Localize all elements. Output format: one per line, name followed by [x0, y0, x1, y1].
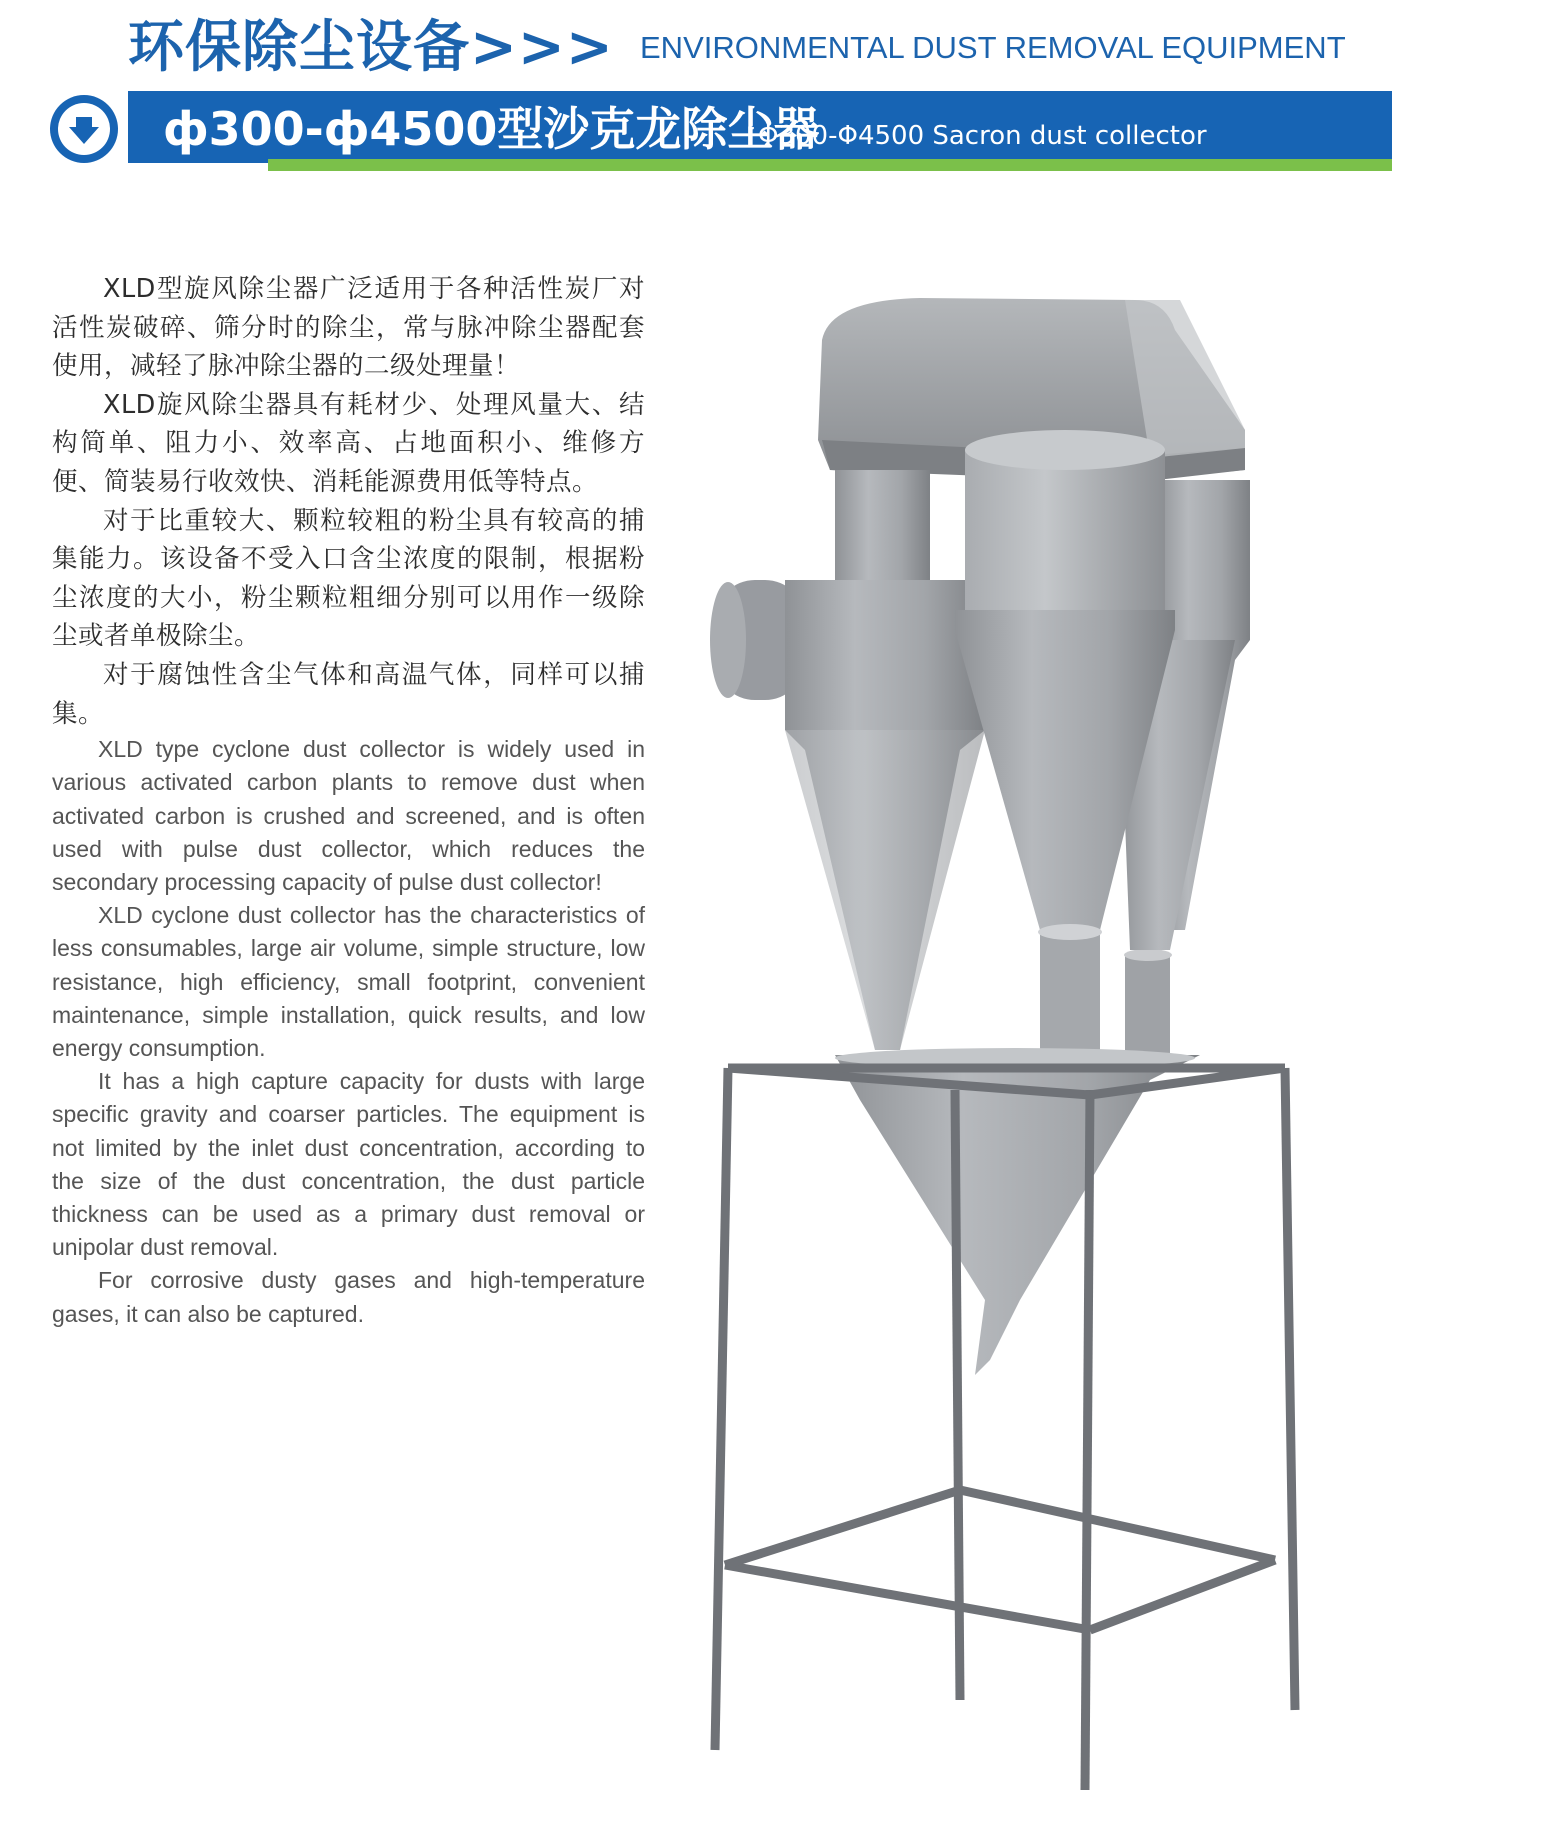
cn-paragraph-2: XLD旋风除尘器具有耗材少、处理风量大、结构简单、阻力小、效率高、占地面积小、维修方便、简装易行收效快、消耗能源费用低等特点。	[52, 389, 645, 497]
banner-accent-stripe	[268, 159, 1392, 171]
description-column	[52, 270, 645, 1331]
cn-paragraph-3: 对于比重较大、颗粒较粗的粉尘具有较高的捕集能力。该设备不受入口含尘浓度的限制，根据粉尘浓度的大小，粉尘颗粒粗细分别可以用作一级除尘或者单极除尘。	[52, 505, 645, 652]
section-subtitle: Φ300-Φ4500 Sacron dust collector	[758, 121, 1207, 151]
cyclone-dust-collector-photo	[700, 280, 1300, 1790]
page-title-cn: 环保除尘设备>>>	[128, 15, 614, 80]
en-paragraph-4: For corrosive dusty gases and high-temperature gases, it can also be captured.	[52, 1267, 645, 1327]
en-paragraph-1: XLD type cyclone dust collector is widely used in various activated carbon plants to remove dust when activated carbon is crushed and screened, and is often used with pulse dust collector, which reduces the secondary processing capacity of pulse dust collector!	[52, 736, 645, 895]
en-paragraph-2: XLD cyclone dust collector has the characteristics of less consumables, large air volume, simple structure, low resistance, high efficiency, small footprint, convenient maintenance, simple installation, quick results, and low energy consumption.	[52, 902, 645, 1061]
arrow-down-circle-icon	[50, 95, 118, 163]
cn-paragraph-4: 对于腐蚀性含尘气体和高温气体，同样可以捕集。	[52, 659, 645, 729]
page-title-en: ENVIRONMENTAL DUST REMOVAL EQUIPMENT	[640, 30, 1346, 65]
en-paragraph-3: It has a high capture capacity for dusts with large specific gravity and coarser particles. The equipment is not limited by the inlet dust concentration, according to the size of the dust concentration, the dust particle thickness can be used as a primary dust removal or unipolar dust removal.	[52, 1068, 645, 1261]
section-title: ф300-ф4500型沙克龙除尘器	[163, 102, 820, 156]
cn-paragraph-1: XLD型旋风除尘器广泛适用于各种活性炭厂对活性炭破碎、筛分时的除尘，常与脉冲除尘器配套使用，减轻了脉冲除尘器的二级处理量！	[52, 274, 645, 382]
